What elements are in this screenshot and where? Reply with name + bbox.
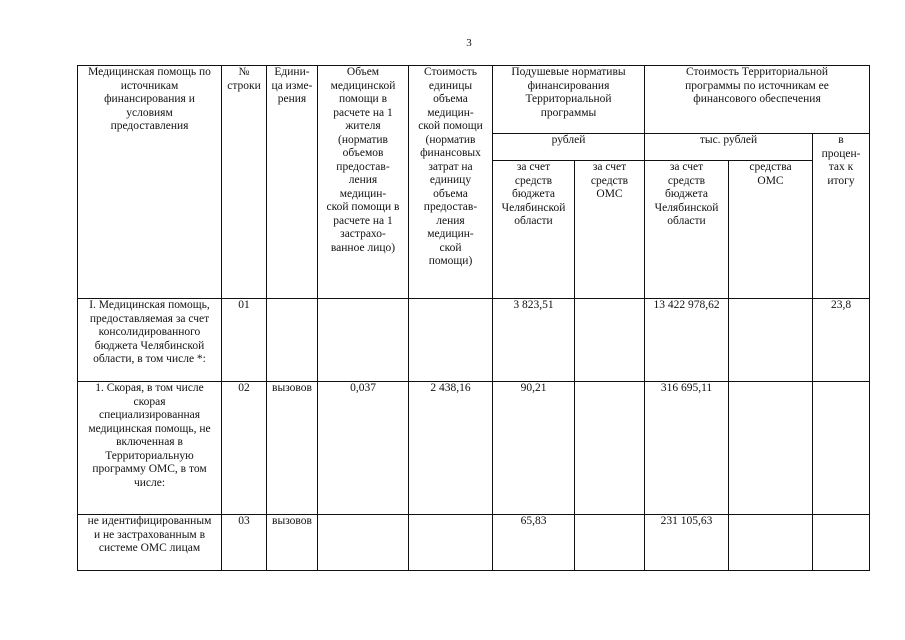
header-oms-rubles [575,161,645,299]
header-volume [318,66,409,299]
row-percent [813,515,870,571]
row-budget-rubles: 90,21 [493,382,575,515]
cell-line: предоставления [110,120,189,132]
cell-line: единицу [429,174,472,186]
row-number: 03 [222,515,267,571]
cell-line: числе: [133,476,166,489]
cell-line: единицы [428,79,473,92]
cell-line: тах к [828,161,854,173]
cell-line: программу ОМС, в том [92,463,207,475]
cell-line: за счет [516,161,551,173]
row-budget-rubles: 3 823,51 [493,299,575,382]
cell-line: помощи) [428,255,473,267]
cell-line: (норматив [425,133,476,146]
header-budget-rubles [493,161,575,299]
cell-line: средств [514,174,553,187]
cell-line: объема [433,93,468,105]
header-row-number [222,66,267,299]
cell-line: в [838,134,844,146]
row-percent: 23,8 [813,299,870,382]
cell-line: медицинской [330,79,396,92]
cell-line: не идентифицированным [87,515,212,527]
cell-line: скорая [133,395,166,408]
row-percent [813,382,870,515]
cell-line: медицин- [339,187,387,200]
cell-line: средств [590,174,629,187]
cell-line: объемов [342,147,384,159]
row-budget-rubles: 65,83 [493,515,575,571]
cell-line: Стоимость [424,66,477,78]
cell-line: медицин- [427,106,474,119]
row-unit: вызовов [267,515,318,571]
cell-line: Территориальной [525,93,612,105]
cell-line: области [514,215,553,227]
row-name [78,515,222,571]
cell-line: финансирования [527,79,610,92]
cell-line: ления [436,214,465,227]
cell-line: ванное лицо) [330,241,396,254]
header-cost-group [645,66,870,134]
cell-line: и не застрахованным в [94,528,205,541]
cell-line: застрахо- [340,228,386,240]
table-row [78,382,870,515]
page-number: 3 [466,37,472,49]
financing-table [77,65,870,571]
header-percent [813,134,870,299]
header-per-capita-group [493,66,645,134]
row-name [78,299,222,382]
cell-line: условиям [126,106,173,119]
cell-line: 1. Скорая, в том числе [95,382,204,394]
row-oms-rubles [575,299,645,382]
cell-line: источникам [120,79,179,92]
cell-line: затрат на [428,160,473,173]
cell-line: медицинская помощь, не [88,422,211,435]
header-thousand-rubles: тыс. рублей [645,134,813,161]
header-unit-cost [409,66,493,299]
header-unit [267,66,318,299]
cell-line: средства [749,161,792,173]
cell-line: Медицинская помощь по [88,66,211,78]
row-number: 02 [222,382,267,515]
header-oms-thousand [729,161,813,299]
header-budget-thousand [645,161,729,299]
cell-line: за счет [592,161,627,173]
row-oms-thousand [729,515,813,571]
cell-line: Едини- [274,66,310,78]
cell-line: Челябинской [654,201,719,214]
cell-line: финансового обеспечения [693,93,821,105]
row-volume [318,515,409,571]
cell-line: (норматив [338,133,388,146]
table-row [78,515,870,571]
row-budget-thousand: 231 105,63 [645,515,729,571]
cell-line: рения [277,93,307,105]
cell-line: расчете на 1 [333,214,393,227]
cell-line: Челябинской [501,201,566,214]
cell-line: медицин- [427,228,474,240]
cell-line: специализированная [98,409,201,421]
cell-line: расчете на 1 [333,106,393,119]
row-unit-cost [409,299,493,382]
row-name [78,382,222,515]
row-unit-cost: 2 438,16 [409,382,493,515]
cell-line: ской [439,241,462,254]
cell-line: объема [433,187,468,200]
row-volume [318,299,409,382]
cell-line: предостав- [336,160,390,173]
cell-line: системе ОМС лицам [98,542,201,554]
row-oms-rubles [575,515,645,571]
cell-line: ца изме- [271,79,313,92]
cell-line: ОМС [757,174,784,187]
cell-line: Территориальную [105,449,194,462]
cell-line: области [667,215,706,227]
cell-line: консолидированного [98,326,201,338]
row-number: 01 [222,299,267,382]
cell-line: бюджета Челябинской [94,339,205,352]
row-budget-thousand: 13 422 978,62 [645,299,729,382]
row-oms-thousand [729,382,813,515]
cell-line: ОМС [596,188,623,200]
cell-line: помощи в [338,93,388,105]
cell-line: ления [348,174,378,186]
cell-line: за счет [669,161,704,173]
cell-line: Объем [346,66,380,78]
cell-line: жителя [345,120,381,132]
cell-line: ской помощи [418,120,483,132]
table-row [78,299,870,382]
cell-line: предостав- [423,201,478,213]
cell-line: № [238,66,250,78]
cell-line: области, в том числе *: [93,353,206,365]
cell-line: финансовых [420,147,481,159]
header-rubles: рублей [493,134,645,161]
cell-line: финансирования и [104,93,195,105]
cell-line: бюджета [512,188,555,200]
cell-line: программы по источникам ее [685,79,829,92]
row-volume: 0,037 [318,382,409,515]
cell-line: средств [667,174,706,187]
cell-line: программы [540,106,597,119]
cell-line: бюджета [665,188,708,200]
row-unit-cost [409,515,493,571]
cell-line: I. Медицинская помощь, [89,299,210,311]
header-service-type [78,66,222,299]
cell-line: Подушевые нормативы [511,66,626,78]
cell-line: итогу [827,174,855,187]
row-unit: вызовов [267,382,318,515]
row-oms-thousand [729,299,813,382]
cell-line: строки [227,79,261,92]
cell-line: ской помощи в [326,201,400,213]
row-budget-thousand: 316 695,11 [645,382,729,515]
row-oms-rubles [575,382,645,515]
cell-line: предоставляемая за счет [89,312,210,325]
cell-line: включенная в [116,436,183,448]
row-unit [267,299,318,382]
cell-line: Стоимость Территориальной [686,66,828,78]
cell-line: процен- [821,147,861,160]
